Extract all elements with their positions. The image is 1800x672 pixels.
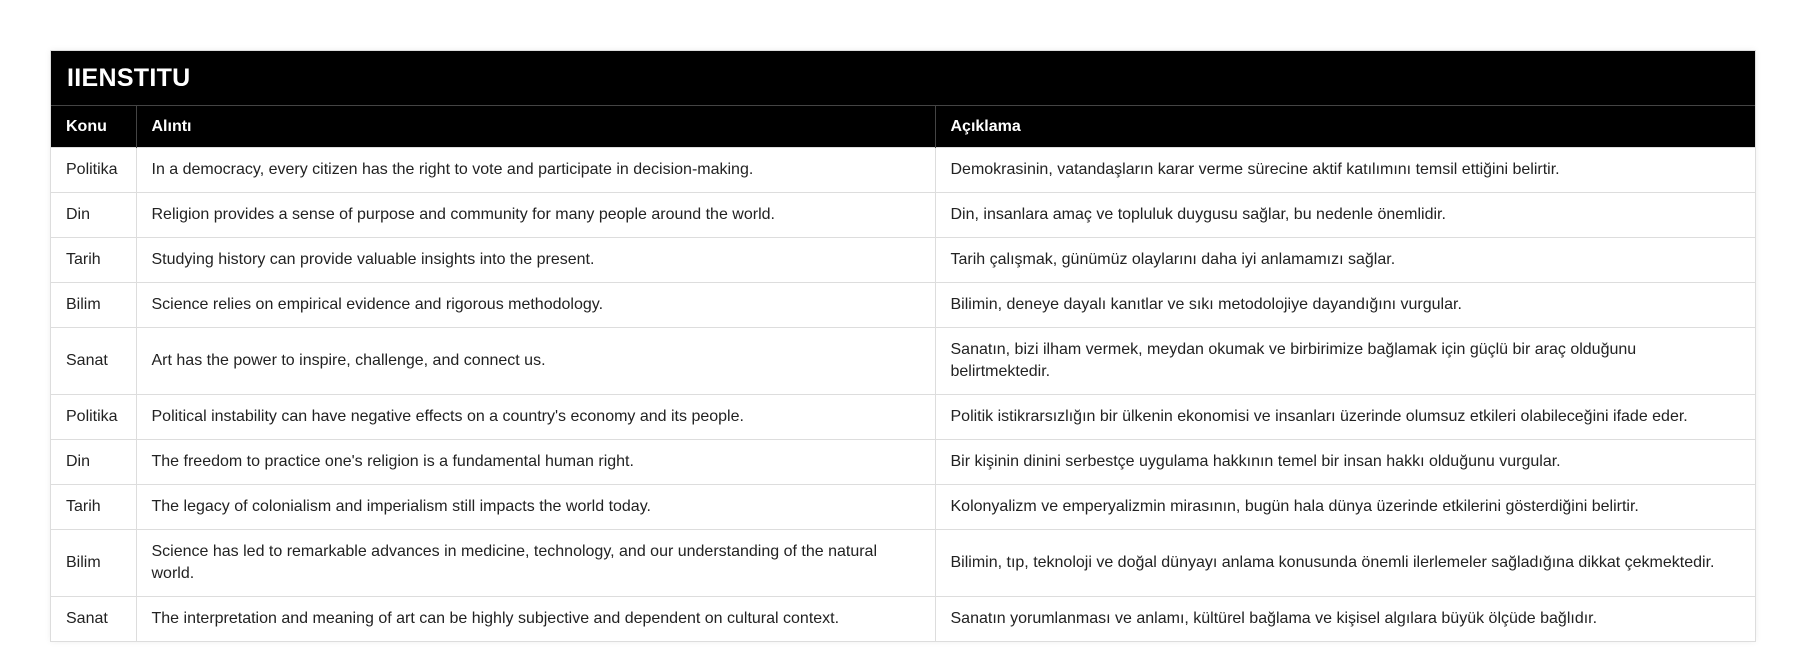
- table-row: [51, 148, 1755, 193]
- cell-aciklama: Kolonyalizm ve emperyalizmin mirasının, bugün hala dünya üzerinde etkilerini gösterdiğini belirtir.: [935, 485, 1755, 530]
- cell-aciklama: Din, insanlara amaç ve topluluk duygusu sağlar, bu nedenle önemlidir.: [935, 193, 1755, 238]
- table-row: [51, 440, 1755, 485]
- table-title: IIENSTITU: [51, 51, 1755, 106]
- table-row: [51, 395, 1755, 440]
- cell-alinti: The freedom to practice one's religion is a fundamental human right.: [136, 440, 935, 485]
- cell-aciklama: Bilimin, deneye dayalı kanıtlar ve sıkı metodolojiye dayandığını vurgular.: [935, 283, 1755, 328]
- table-header: [51, 106, 1755, 148]
- cell-aciklama: Politik istikrarsızlığın bir ülkenin ekonomisi ve insanları üzerinde olumsuz etkileri olabileceğini ifade eder.: [935, 395, 1755, 440]
- table-row: [51, 530, 1755, 597]
- cell-konu: Politika: [51, 148, 136, 193]
- cell-aciklama: Sanatın yorumlanması ve anlamı, kültürel bağlama ve kişisel algılara büyük ölçüde bağlıdır.: [935, 597, 1755, 642]
- cell-alinti: The legacy of colonialism and imperialism still impacts the world today.: [136, 485, 935, 530]
- column-header-konu: Konu: [51, 106, 136, 148]
- table-row: [51, 283, 1755, 328]
- table-row: [51, 238, 1755, 283]
- quotes-table: [51, 106, 1755, 641]
- cell-aciklama: Demokrasinin, vatandaşların karar verme sürecine aktif katılımını temsil ettiğini belirtir.: [935, 148, 1755, 193]
- column-header-aciklama: Açıklama: [935, 106, 1755, 148]
- cell-alinti: Science has led to remarkable advances in medicine, technology, and our understanding of the natural world.: [136, 530, 935, 597]
- cell-konu: Bilim: [51, 530, 136, 597]
- table-row: [51, 193, 1755, 238]
- cell-konu: Sanat: [51, 597, 136, 642]
- cell-aciklama: Bir kişinin dinini serbestçe uygulama hakkının temel bir insan hakkı olduğunu vurgular.: [935, 440, 1755, 485]
- cell-alinti: Art has the power to inspire, challenge, and connect us.: [136, 328, 935, 395]
- table-row: [51, 597, 1755, 642]
- table-row: [51, 328, 1755, 395]
- cell-alinti: The interpretation and meaning of art can be highly subjective and dependent on cultural context.: [136, 597, 935, 642]
- cell-aciklama: Tarih çalışmak, günümüz olaylarını daha iyi anlamamızı sağlar.: [935, 238, 1755, 283]
- cell-alinti: Studying history can provide valuable insights into the present.: [136, 238, 935, 283]
- quotes-table-card: [50, 50, 1756, 642]
- cell-konu: Tarih: [51, 485, 136, 530]
- cell-alinti: Religion provides a sense of purpose and community for many people around the world.: [136, 193, 935, 238]
- table-row: [51, 485, 1755, 530]
- cell-alinti: In a democracy, every citizen has the right to vote and participate in decision-making.: [136, 148, 935, 193]
- cell-konu: Din: [51, 440, 136, 485]
- cell-aciklama: Bilimin, tıp, teknoloji ve doğal dünyayı anlama konusunda önemli ilerlemeler sağladığına dikkat çekmektedir.: [935, 530, 1755, 597]
- cell-alinti: Political instability can have negative effects on a country's economy and its people.: [136, 395, 935, 440]
- cell-konu: Sanat: [51, 328, 136, 395]
- cell-konu: Bilim: [51, 283, 136, 328]
- cell-konu: Politika: [51, 395, 136, 440]
- column-header-alinti: Alıntı: [136, 106, 935, 148]
- cell-konu: Din: [51, 193, 136, 238]
- cell-alinti: Science relies on empirical evidence and rigorous methodology.: [136, 283, 935, 328]
- cell-aciklama: Sanatın, bizi ilham vermek, meydan okumak ve birbirimize bağlamak için güçlü bir araç olduğunu belirtmektedir.: [935, 328, 1755, 395]
- table-body: [51, 148, 1755, 642]
- cell-konu: Tarih: [51, 238, 136, 283]
- header-row: [51, 106, 1755, 148]
